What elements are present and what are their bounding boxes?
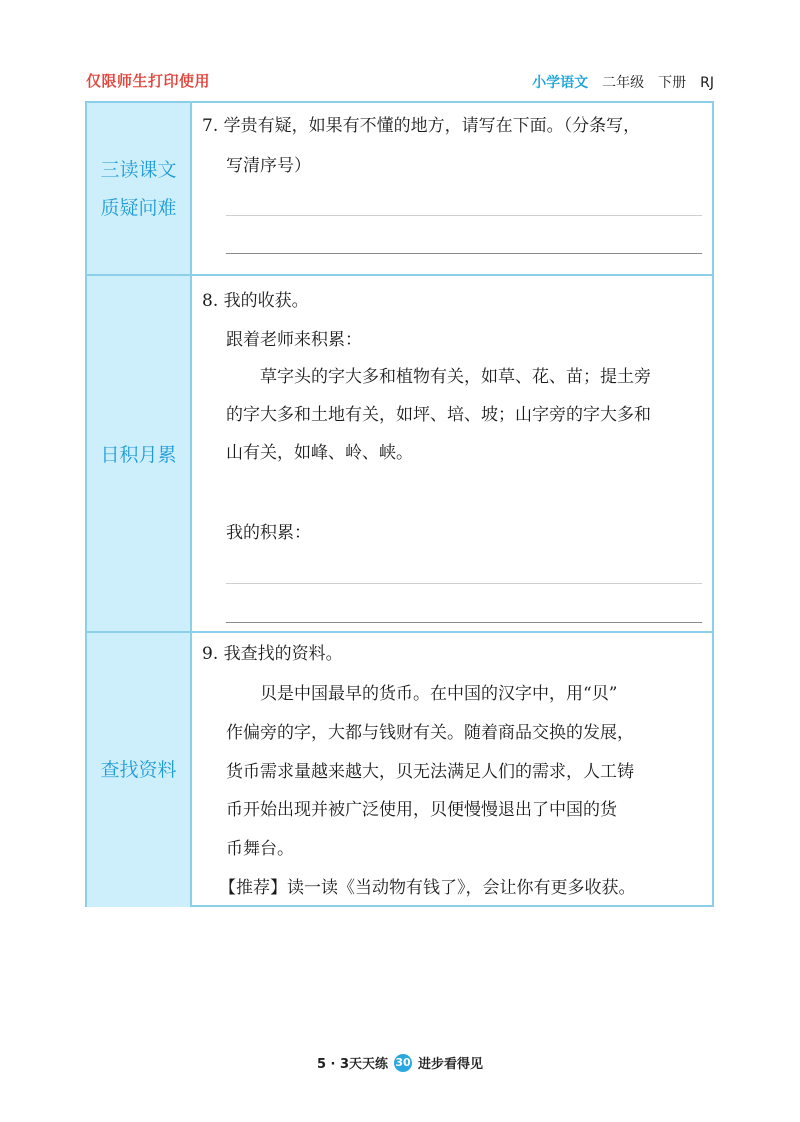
section-research: [87, 631, 712, 907]
text-line: 贝是中国最早的货币。在中国的汉字中，用“贝”: [260, 684, 618, 704]
print-notice: 仅限师生打印使用: [86, 72, 211, 90]
text-line: 货币需求量越来越大，贝无法满足人们的需求，人工铸: [226, 762, 634, 782]
exercise-table: [85, 101, 714, 907]
section-content: [192, 103, 712, 274]
answer-line[interactable]: [226, 253, 702, 254]
section-questions: [87, 103, 712, 274]
text-line: 写清序号）: [226, 156, 311, 176]
text-line: 我的积累：: [226, 523, 311, 543]
category-line: 日积月累: [100, 443, 177, 466]
category-line: 质疑问难: [100, 196, 177, 219]
text-line: 跟着老师来积累：: [226, 330, 362, 350]
category-cell: [87, 103, 192, 274]
term-label: 下册: [658, 75, 687, 91]
question-7: 7. 学贵有疑，如果有不懂的地方，请写在下面。（分条写，: [202, 116, 641, 136]
category-line: 查找资料: [100, 759, 177, 781]
footer-brand: 5 · 3天天练: [316, 1057, 389, 1072]
footer-slogan: 进步看得见: [418, 1057, 484, 1072]
book-info: [532, 72, 714, 92]
grade-label: 二年级: [602, 75, 645, 91]
page-number: 30: [394, 1054, 412, 1072]
question-8: 8. 我的收获。: [202, 291, 309, 311]
answer-line[interactable]: [226, 215, 702, 216]
section-accumulation: [87, 274, 712, 633]
text-line: 山有关，如峰、岭、峡。: [226, 443, 413, 463]
text-line: 的字大多和土地有关，如坪、培、坡；山字旁的字大多和: [226, 405, 651, 425]
text-line: 币舞台。: [226, 839, 294, 859]
text-line: 币开始出现并被广泛使用，贝便慢慢退出了中国的货: [226, 800, 617, 820]
section-content: [192, 276, 712, 633]
text-line: 作偏旁的字，大都与钱财有关。随着商品交换的发展，: [226, 723, 634, 743]
subject-label: 小学语文: [532, 75, 589, 91]
recommendation: 【推荐】读一读《当动物有钱了》，会让你有更多收获。: [219, 878, 636, 898]
edition-label: RJ: [700, 75, 714, 91]
category-cell: [87, 276, 192, 633]
answer-line[interactable]: [226, 622, 702, 623]
section-content: [192, 633, 712, 907]
page-footer: [0, 1053, 800, 1072]
category-cell: [87, 633, 192, 907]
text-line: 草字头的字大多和植物有关，如草、花、苗；提土旁: [260, 367, 651, 387]
question-9: 9. 我查找的资料。: [202, 644, 343, 664]
category-line: 三读课文: [100, 158, 177, 181]
answer-line[interactable]: [226, 583, 702, 584]
